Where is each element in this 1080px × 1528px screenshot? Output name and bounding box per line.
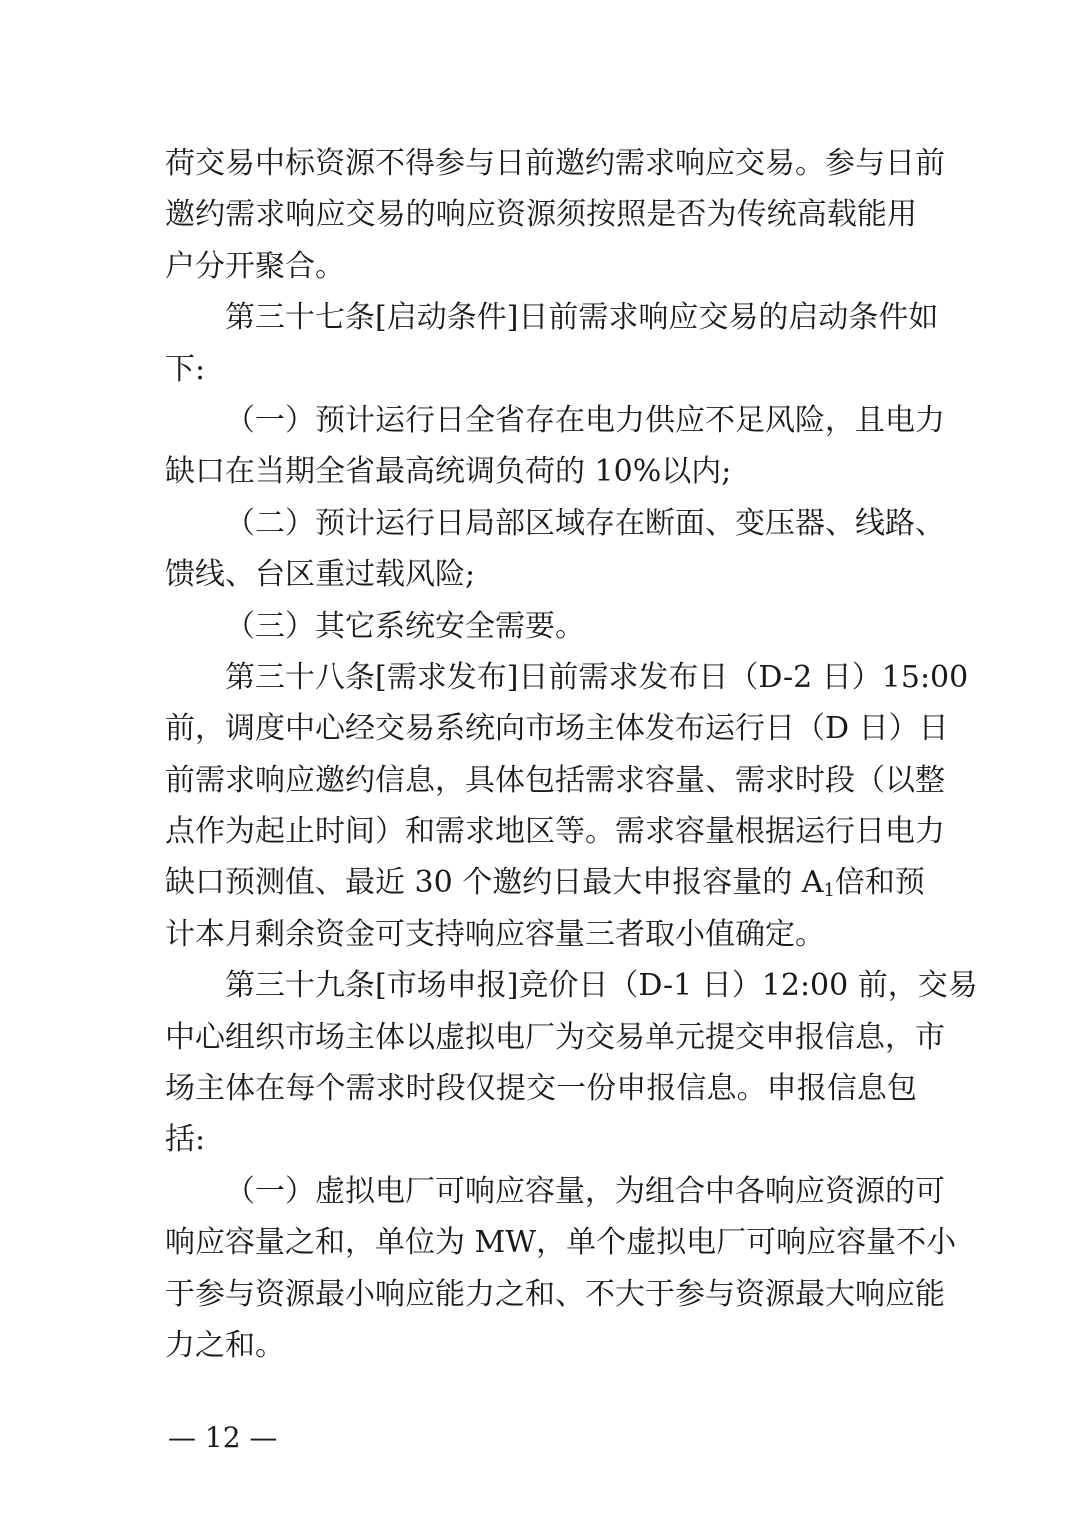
text-line: （二）预计运行日局部区域存在断面、变压器、线路、: [225, 505, 945, 541]
text-line: （三）其它系统安全需要。: [225, 608, 585, 644]
paragraph-item-3: [165, 601, 917, 652]
text-line: 括:: [165, 1122, 206, 1158]
text-segment: 倍和预: [834, 865, 925, 901]
text-segment: 缺口预测值、最近 30 个邀约日最大申报容量的 A: [165, 865, 824, 901]
text-line: 邀约需求响应交易的响应资源须按照是否为传统高载能用: [165, 197, 917, 233]
text-line: 点作为起止时间）和需求地区等。需求容量根据运行日电力: [165, 814, 945, 850]
text-line: 缺口在当期全省最高统调负荷的 10%以内;: [165, 454, 732, 490]
paragraph-item-1: [165, 395, 945, 498]
paragraph-capacity-item-1: [165, 1166, 957, 1372]
text-line: 中心组织市场主体以虚拟电厂为交易单元提交申报信息，市: [165, 1019, 945, 1055]
text-line: 前需求响应邀约信息，具体包括需求容量、需求时段（以整: [165, 762, 945, 798]
paragraph-article-39: [165, 960, 978, 1166]
text-line: 下:: [165, 351, 206, 387]
text-line: 场主体在每个需求时段仅提交一份申报信息。申报信息包: [165, 1071, 917, 1107]
text-line: （一）虚拟电厂可响应容量，为组合中各响应资源的可: [225, 1173, 945, 1209]
text-line: 计本月剩余资金可支持响应容量三者取小值确定。: [165, 916, 825, 952]
text-line: 响应容量之和，单位为 MW，单个虚拟电厂可响应容量不小: [165, 1225, 957, 1261]
text-line: 荷交易中标资源不得参与日前邀约需求响应交易。参与日前: [165, 146, 945, 181]
text-line: 第三十九条[市场申报]竞价日（D-1 日）12:00 前，交易: [225, 968, 978, 1004]
paragraph-article-38: [165, 652, 969, 960]
text-line: 力之和。: [165, 1327, 285, 1363]
text-line-with-subscript: [165, 857, 925, 908]
paragraph: [165, 138, 945, 292]
paragraph-article-37: [165, 292, 939, 395]
document-body: [165, 138, 978, 1371]
text-line: 馈线、台区重过载风险;: [165, 557, 476, 593]
text-line: 户分开聚合。: [165, 248, 345, 284]
subscript: 1: [823, 880, 835, 902]
text-line: 前，调度中心经交易系统向市场主体发布运行日（D 日）日: [165, 711, 949, 747]
paragraph-item-2: [165, 498, 945, 601]
text-line: 第三十七条[启动条件]日前需求响应交易的启动条件如: [225, 300, 939, 336]
text-line: 第三十八条[需求发布]日前需求发布日（D-2 日）15:00: [225, 659, 969, 695]
page-number: — 12 —: [168, 1421, 278, 1454]
text-line: （一）预计运行日全省存在电力供应不足风险，且电力: [225, 402, 945, 438]
text-line: 于参与资源最小响应能力之和、不大于参与资源最大响应能: [165, 1276, 945, 1312]
